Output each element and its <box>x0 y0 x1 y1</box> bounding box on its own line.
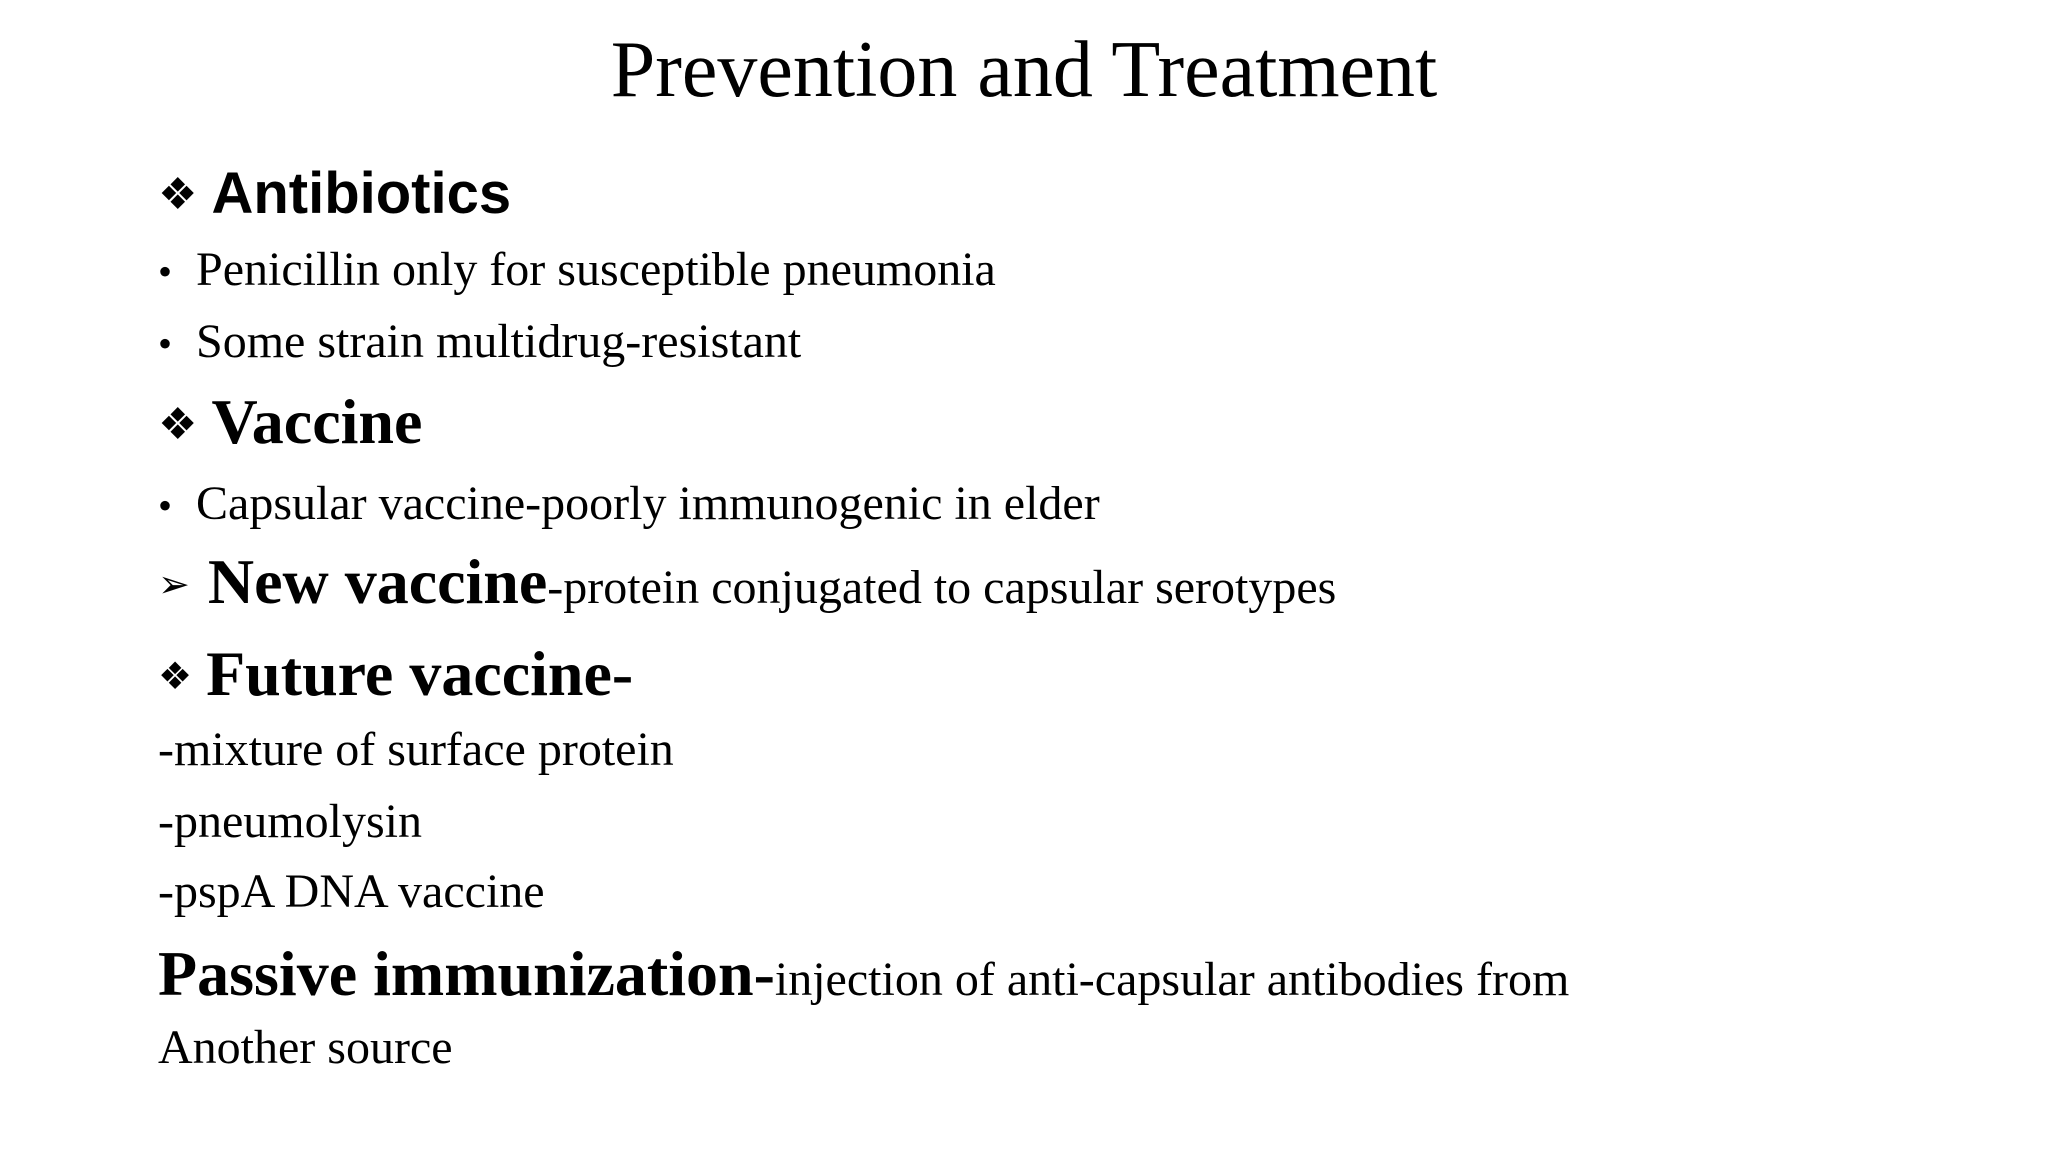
passive-immunization-label: Passive immunization- <box>158 938 775 1009</box>
future-vaccine-heading: Future vaccine- <box>206 638 634 709</box>
list-item: -pspA DNA vaccine <box>158 865 545 918</box>
new-vaccine-line <box>158 540 1336 641</box>
list-item-text: Penicillin only for susceptible pneumonia <box>196 243 996 296</box>
diamond-bullet-icon: ❖ <box>158 656 193 698</box>
passive-immunization-continuation: Another source <box>158 1021 453 1074</box>
dot-bullet-icon: • <box>158 249 173 294</box>
new-vaccine-label: New vaccine <box>207 546 548 617</box>
arrow-bullet-icon: ➢ <box>158 564 190 606</box>
slide-title: Prevention and Treatment <box>610 26 1438 114</box>
diamond-bullet-icon: ❖ <box>158 400 198 449</box>
list-item <box>158 240 996 302</box>
future-vaccine-heading-line <box>158 632 633 733</box>
dot-bullet-icon: • <box>158 483 173 528</box>
list-item: -mixture of surface protein <box>158 723 674 776</box>
antibiotics-heading-line <box>158 154 511 249</box>
dot-bullet-icon: • <box>158 321 173 366</box>
diamond-bullet-icon: ❖ <box>158 170 198 219</box>
vaccine-heading-line <box>158 382 422 479</box>
vaccine-heading: Vaccine <box>211 386 423 457</box>
new-vaccine-description: -protein conjugated to capsular serotypes <box>547 561 1337 614</box>
list-item <box>158 474 1100 536</box>
list-item: -pneumolysin <box>158 795 422 848</box>
list-item-text: Capsular vaccine-poorly immunogenic in elder <box>196 477 1100 530</box>
list-item-text: Some strain multidrug-resistant <box>196 315 802 368</box>
antibiotics-heading: Antibiotics <box>211 161 512 226</box>
passive-immunization-description: injection of anti-capsular antibodies from <box>774 953 1570 1006</box>
list-item <box>158 312 801 374</box>
